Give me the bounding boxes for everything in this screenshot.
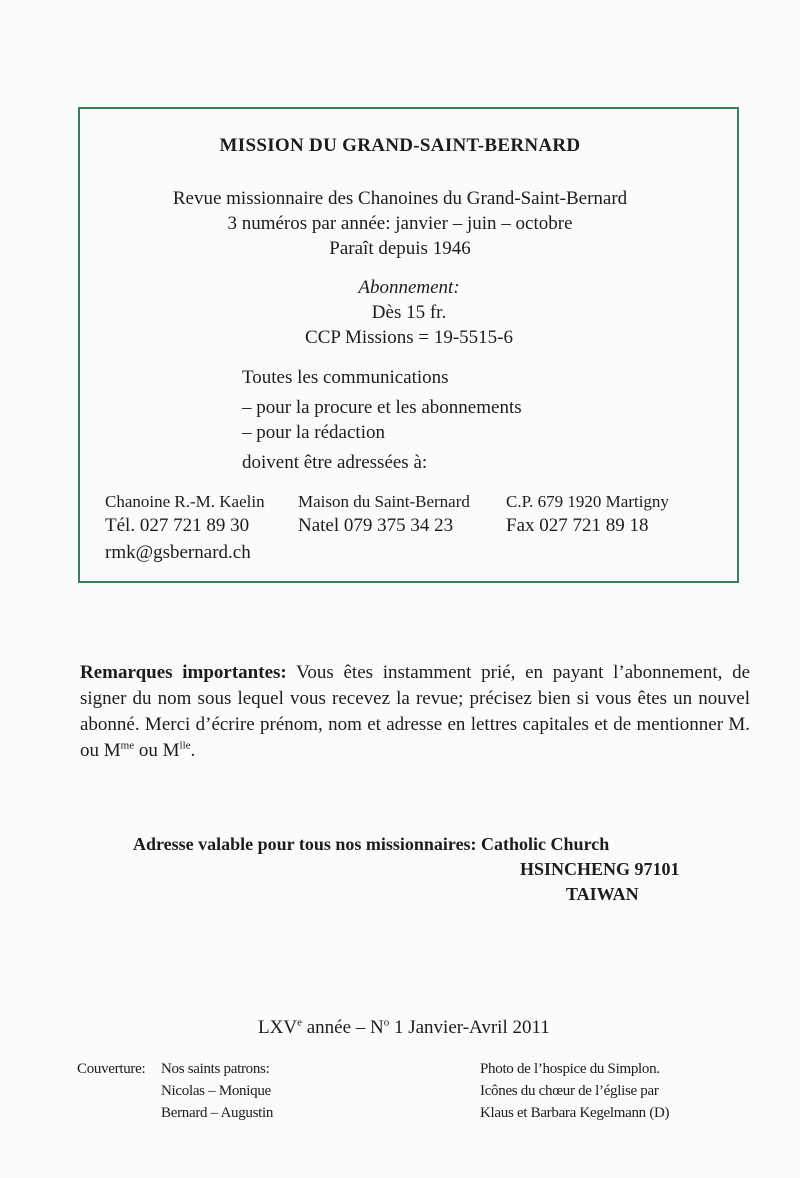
address-country: TAIWAN [566,884,639,904]
cover-credit-line: Photo de l’hospice du Simplon. [480,1061,660,1077]
cover-patrons-heading: Nos saints patrons: [161,1061,270,1077]
contact-fax: Fax 027 721 89 18 [506,515,649,536]
cover-credit-line: Klaus et Barbara Kegelmann (D) [480,1105,670,1121]
subtitle-line-2: 3 numéros par année: janvier – juin – octobre [227,213,573,234]
subscription-heading: Abonnement: [358,277,460,298]
contact-postal: C.P. 679 1920 Martigny [506,492,669,511]
address-city: HSINCHENG 97101 [520,859,680,879]
remarks-text: Vous êtes instamment prié, en payant l’abonnement, de signer du nom sous lequel vous recevez la revue; précisez bien si vous êtes un nouvel abonné. Merci d’écrire prénom, nom et adresse en lettres capitales et de mentionner M. ou M [80,662,750,761]
contact-email[interactable]: rmk@gsbernard.ch [105,542,251,563]
communications-outro: doivent être adressées à: [242,452,428,473]
cover-patron-line: Bernard – Augustin [161,1105,274,1121]
cover-credit-line: Icônes du chœur de l’église par [480,1083,659,1099]
issue-mid: année – N [301,1017,384,1038]
communications-intro: Toutes les communications [242,367,449,388]
communications-item: – pour la procure et les abonnements [242,397,522,418]
cover-patron-line: Nicolas – Monique [161,1083,271,1099]
issue-rest: 1 Janvier-Avril 2011 [389,1017,550,1038]
remarks-sup-mme: me [120,739,135,752]
contact-tel: Tél. 027 721 89 30 [105,515,250,536]
contact-natel: Natel 079 375 34 23 [298,515,454,536]
issue-line [258,1017,550,1039]
issue-sup-e: e [297,1016,302,1029]
address-intro: Adresse valable pour tous nos missionnaires: Catholic Church [133,834,610,854]
remarks-end: . [190,740,196,761]
subtitle-line-3: Paraît depuis 1946 [329,238,471,259]
remarks-or: ou M [134,740,180,761]
remarks-paragraph [80,660,750,764]
cover-label: Couverture: [77,1061,146,1077]
subscription-price: Dès 15 fr. [371,302,447,323]
remarks-sup-mlle: lle [179,739,191,752]
contact-name: Chanoine R.-M. Kaelin [105,492,265,511]
issue-prefix: LXV [258,1017,298,1038]
issue-sup-o: o [383,1016,390,1029]
subtitle-line-1: Revue missionnaire des Chanoines du Grand-Saint-Bernard [172,188,628,209]
subscription-account: CCP Missions = 19-5515-6 [305,327,513,348]
communications-item: – pour la rédaction [242,422,385,443]
page-title: MISSION DU GRAND-SAINT-BERNARD [219,135,581,156]
contact-place: Maison du Saint-Bernard [298,492,470,511]
remarks-label: Remarques importantes: [80,662,287,683]
